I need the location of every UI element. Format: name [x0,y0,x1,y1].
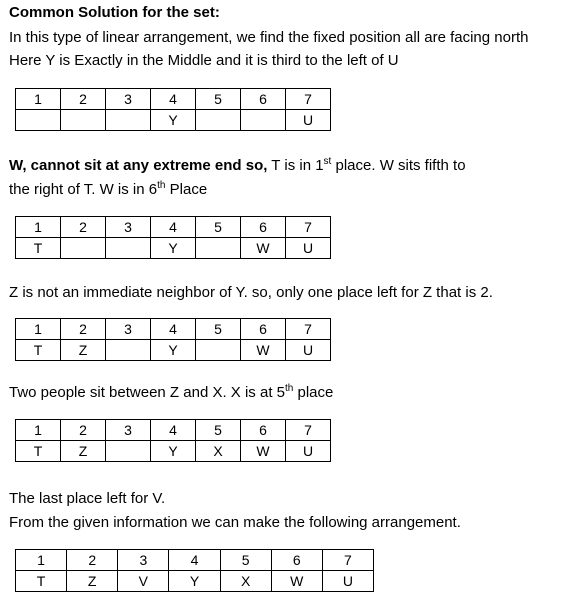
person-cell: W [271,571,322,592]
person-cell: Y [151,110,196,131]
step-2-text-b: place. W sits fifth to [331,157,466,174]
person-cell: U [286,340,331,361]
step-4-text-b: place [293,384,334,401]
pos-cell: 6 [271,550,322,571]
person-cell [106,441,151,462]
person-cell: T [16,571,67,592]
arrangement-table-2 [15,216,331,259]
pos-cell: 2 [61,319,106,340]
person-row [16,441,331,462]
person-row [16,238,331,259]
person-cell: Z [61,340,106,361]
step-2-line2-b: Place [165,181,208,198]
pos-cell: 3 [106,420,151,441]
step-4-sup: th [285,383,294,394]
person-cell: U [322,571,373,592]
pos-cell: 5 [196,319,241,340]
pos-cell: 3 [106,319,151,340]
person-cell: T [16,340,61,361]
person-cell: Z [61,441,106,462]
pos-cell: 4 [151,217,196,238]
pos-cell: 4 [169,550,220,571]
pos-cell: 6 [241,217,286,238]
pos-cell: 4 [151,89,196,110]
pos-cell: 7 [286,217,331,238]
pos-cell: 7 [286,319,331,340]
person-cell: W [241,238,286,259]
arrangement-table-1 [15,88,331,131]
pos-cell: 5 [196,420,241,441]
pos-cell: 7 [322,550,373,571]
person-cell: Y [151,441,196,462]
person-cell [61,110,106,131]
pos-cell: 7 [286,89,331,110]
position-row [16,550,374,571]
step-2-line-1 [9,157,466,175]
pos-cell: 3 [106,217,151,238]
step-2-text-a: T is in 1 [267,157,324,174]
person-cell: Y [169,571,220,592]
pos-cell: 4 [151,420,196,441]
person-row [16,571,374,592]
arrangement-table-3 [15,318,331,361]
arrangement-table-4 [15,419,331,462]
pos-cell: 3 [106,89,151,110]
person-cell: U [286,110,331,131]
person-cell: W [241,441,286,462]
person-cell: Z [67,571,118,592]
person-cell [196,110,241,131]
pos-cell: 5 [196,89,241,110]
final-arrangement-table [15,549,374,592]
pos-cell: 4 [151,319,196,340]
person-cell [196,340,241,361]
person-cell [106,110,151,131]
step-4-text-a: Two people sit between Z and X. X is at 5 [9,384,285,401]
pos-cell: 6 [241,319,286,340]
person-cell [106,340,151,361]
pos-cell: 3 [118,550,169,571]
person-row [16,110,331,131]
person-cell: X [196,441,241,462]
pos-cell: 2 [61,89,106,110]
person-cell [16,110,61,131]
step-2-bold: W, cannot sit at any extreme end so, [9,157,268,174]
person-cell: Y [151,238,196,259]
pos-cell: 6 [241,420,286,441]
position-row [16,89,331,110]
person-cell: Y [151,340,196,361]
intro-line-2: Here Y is Exactly in the Middle and it is third to the left of U [9,52,399,69]
pos-cell: 2 [61,217,106,238]
step-3-line: Z is not an immediate neighbor of Y. so, only one place left for Z that is 2. [9,284,493,301]
step-2-line-2 [9,181,207,199]
step-2-line2-a: the right of T. W is in 6 [9,181,158,198]
step-5-line-1: The last place left for V. [9,490,166,507]
person-cell [61,238,106,259]
person-cell: U [286,441,331,462]
pos-cell: 6 [241,89,286,110]
position-row [16,420,331,441]
step-4-line [9,384,333,402]
pos-cell: 1 [16,89,61,110]
person-cell: T [16,441,61,462]
step-2-sup: st [323,156,332,167]
position-row [16,217,331,238]
person-cell [241,110,286,131]
step-2-line2-sup: th [157,180,166,191]
solution-heading: Common Solution for the set: [9,4,220,21]
person-cell: W [241,340,286,361]
pos-cell: 1 [16,420,61,441]
position-row [16,319,331,340]
pos-cell: 1 [16,319,61,340]
person-row [16,340,331,361]
person-cell: X [220,571,271,592]
person-cell [196,238,241,259]
pos-cell: 2 [67,550,118,571]
intro-line-1: In this type of linear arrangement, we find the fixed position all are facing north [9,29,529,46]
pos-cell: 5 [220,550,271,571]
person-cell: U [286,238,331,259]
pos-cell: 1 [16,550,67,571]
pos-cell: 1 [16,217,61,238]
person-cell: V [118,571,169,592]
pos-cell: 2 [61,420,106,441]
person-cell: T [16,238,61,259]
step-5-line-2: From the given information we can make the following arrangement. [9,514,461,531]
person-cell [106,238,151,259]
pos-cell: 5 [196,217,241,238]
pos-cell: 7 [286,420,331,441]
